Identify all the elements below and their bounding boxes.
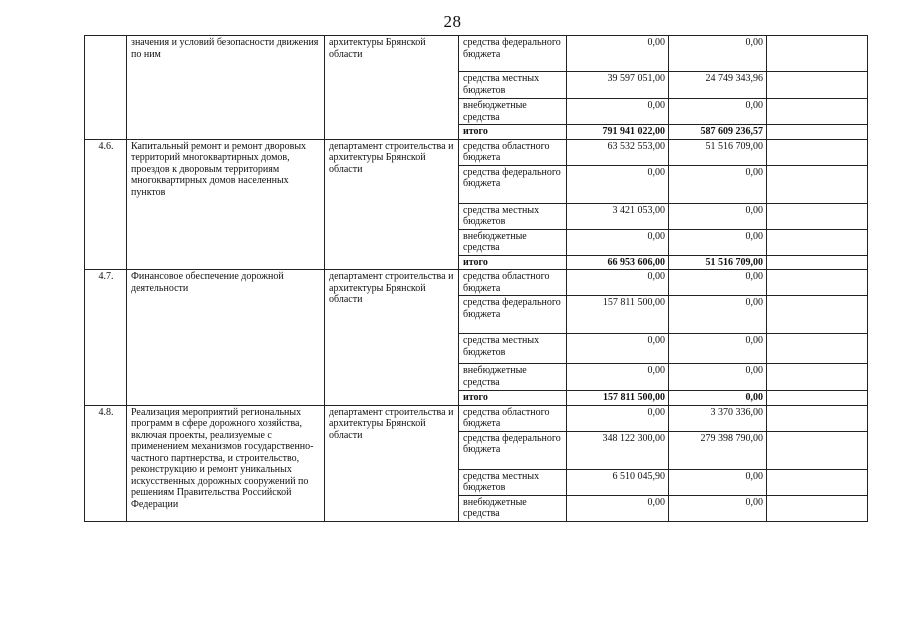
empty-cell <box>767 99 868 125</box>
activity-name: Финансовое обеспечение дорожной деятельности <box>127 270 325 406</box>
funding-source: средства областного бюджета <box>459 139 567 165</box>
amount-column-2: 0,00 <box>669 270 767 296</box>
empty-cell <box>767 270 868 296</box>
page-number: 28 <box>443 12 462 31</box>
activity-name: значения и условий безопасности движения по ним <box>127 36 325 140</box>
amount-column-2: 0,00 <box>669 99 767 125</box>
amount-column-2: 279 398 790,00 <box>669 431 767 469</box>
amount-column-2: 0,00 <box>669 165 767 203</box>
item-number: 4.7. <box>85 270 127 406</box>
funding-source: средства областного бюджета <box>459 270 567 296</box>
empty-cell <box>767 391 868 406</box>
amount-column-2: 51 516 709,00 <box>669 255 767 270</box>
executor-name: департамент строительства и архитектуры Брянской области <box>325 405 459 521</box>
empty-cell <box>767 36 868 72</box>
empty-cell <box>767 431 868 469</box>
amount-column-1: 39 597 051,00 <box>567 72 669 99</box>
funding-source: средства местных бюджетов <box>459 72 567 99</box>
amount-column-2: 0,00 <box>669 391 767 406</box>
amount-column-1: 0,00 <box>567 334 669 364</box>
amount-column-2: 587 609 236,57 <box>669 125 767 140</box>
empty-cell <box>767 296 868 334</box>
item-number <box>85 36 127 140</box>
table-row <box>85 36 868 72</box>
funding-source: средства федерального бюджета <box>459 36 567 72</box>
funding-source: внебюджетные средства <box>459 495 567 521</box>
empty-cell <box>767 139 868 165</box>
funding-source: внебюджетные средства <box>459 99 567 125</box>
amount-column-1: 0,00 <box>567 99 669 125</box>
empty-cell <box>767 495 868 521</box>
amount-column-1: 6 510 045,90 <box>567 469 669 495</box>
item-number: 4.6. <box>85 139 127 270</box>
funding-source: средства областного бюджета <box>459 405 567 431</box>
empty-cell <box>767 125 868 140</box>
empty-cell <box>767 203 868 229</box>
executor-name: департамент строительства и архитектуры Брянской области <box>325 270 459 406</box>
empty-cell <box>767 334 868 364</box>
funding-source: итого <box>459 125 567 140</box>
funding-source: средства федерального бюджета <box>459 165 567 203</box>
table-row <box>85 139 868 165</box>
amount-column-1: 791 941 022,00 <box>567 125 669 140</box>
funding-source: средства местных бюджетов <box>459 203 567 229</box>
funding-source: внебюджетные средства <box>459 229 567 255</box>
empty-cell <box>767 165 868 203</box>
table-row <box>85 270 868 296</box>
funding-source: итого <box>459 255 567 270</box>
amount-column-2: 0,00 <box>669 296 767 334</box>
executor-name: архитектуры Брянской области <box>325 36 459 140</box>
amount-column-2: 24 749 343,96 <box>669 72 767 99</box>
amount-column-2: 0,00 <box>669 203 767 229</box>
amount-column-1: 0,00 <box>567 229 669 255</box>
amount-column-1: 0,00 <box>567 364 669 391</box>
amount-column-2: 51 516 709,00 <box>669 139 767 165</box>
empty-cell <box>767 229 868 255</box>
amount-column-1: 0,00 <box>567 270 669 296</box>
empty-cell <box>767 364 868 391</box>
amount-column-1: 3 421 053,00 <box>567 203 669 229</box>
funding-source: средства федерального бюджета <box>459 296 567 334</box>
activity-name: Капитальный ремонт и ремонт дворовых территорий многоквартирных домов, проездов к дворовым территориям многоквартирных домов населенных пунктов <box>127 139 325 270</box>
funding-source: средства федерального бюджета <box>459 431 567 469</box>
funding-source: внебюджетные средства <box>459 364 567 391</box>
amount-column-1: 0,00 <box>567 36 669 72</box>
empty-cell <box>767 405 868 431</box>
item-number: 4.8. <box>85 405 127 521</box>
empty-cell <box>767 469 868 495</box>
amount-column-1: 0,00 <box>567 495 669 521</box>
amount-column-2: 0,00 <box>669 495 767 521</box>
amount-column-1: 348 122 300,00 <box>567 431 669 469</box>
funding-source: средства местных бюджетов <box>459 469 567 495</box>
amount-column-2: 0,00 <box>669 469 767 495</box>
budget-table <box>84 35 868 522</box>
funding-source: средства местных бюджетов <box>459 334 567 364</box>
amount-column-1: 66 953 606,00 <box>567 255 669 270</box>
amount-column-2: 3 370 336,00 <box>669 405 767 431</box>
table-row <box>85 405 868 431</box>
amount-column-1: 0,00 <box>567 165 669 203</box>
amount-column-1: 63 532 553,00 <box>567 139 669 165</box>
amount-column-2: 0,00 <box>669 36 767 72</box>
funding-source: итого <box>459 391 567 406</box>
amount-column-1: 0,00 <box>567 405 669 431</box>
amount-column-2: 0,00 <box>669 229 767 255</box>
amount-column-2: 0,00 <box>669 364 767 391</box>
empty-cell <box>767 72 868 99</box>
amount-column-2: 0,00 <box>669 334 767 364</box>
amount-column-1: 157 811 500,00 <box>567 391 669 406</box>
amount-column-1: 157 811 500,00 <box>567 296 669 334</box>
empty-cell <box>767 255 868 270</box>
executor-name: департамент строительства и архитектуры Брянской области <box>325 139 459 270</box>
activity-name: Реализация мероприятий региональных программ в сфере дорожного хозяйства, включая проекты, реализуемые с применением механизмов государственно-частного партнерства, и строительство, реконструкцию и ремонт уникальных искусственных дорожных сооружений по решениям Правительства Российской Федерации <box>127 405 325 521</box>
